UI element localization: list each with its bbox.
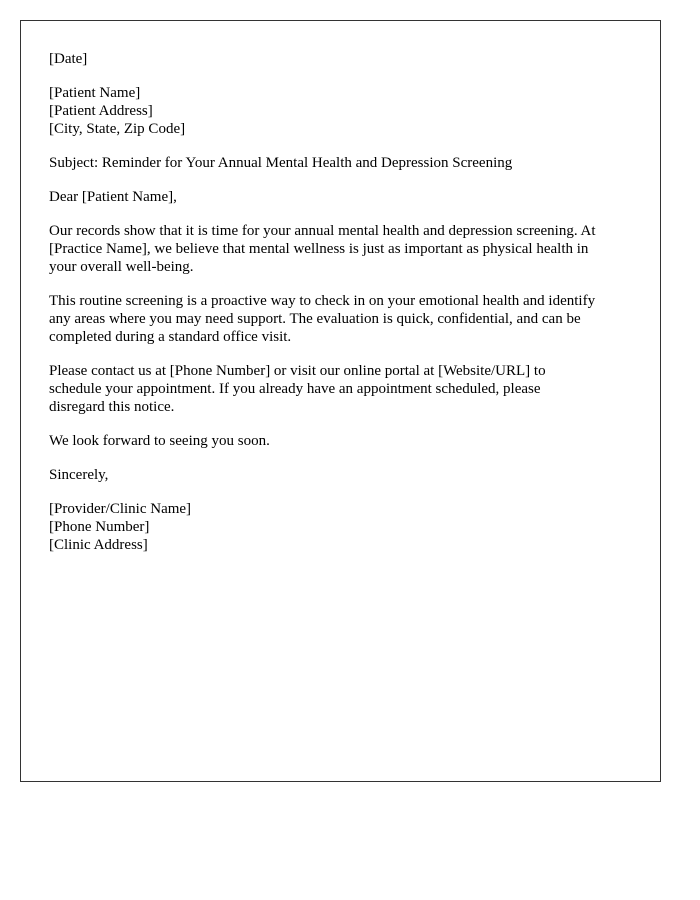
text-line: This routine screening is a proactive way to check in on your emotional health and identify (49, 293, 596, 309)
text-line: Our records show that it is time for your annual mental health and depression screening. At (49, 223, 596, 239)
body-paragraph-3 (49, 362, 632, 416)
text-line: completed during a standard office visit. (49, 329, 292, 345)
text-line: your overall well-being. (49, 259, 194, 275)
signature-block (49, 500, 632, 554)
text-line: disregard this notice. (49, 399, 175, 415)
closing: Sincerely, (49, 467, 109, 483)
text-line: schedule your appointment. If you already have an appointment scheduled, please (49, 381, 541, 397)
patient-address: [Patient Address] (49, 103, 153, 119)
body-paragraph-1 (49, 222, 632, 276)
phone-number: [Phone Number] (49, 519, 150, 535)
letter-page (20, 20, 661, 782)
provider-name: [Provider/Clinic Name] (49, 501, 192, 517)
subject-line: Subject: Reminder for Your Annual Mental Health and Depression Screening (49, 155, 513, 171)
body-paragraph-2 (49, 292, 632, 346)
text-line: [Practice Name], we believe that mental wellness is just as important as physical health in (49, 241, 589, 257)
text-line: Please contact us at [Phone Number] or visit our online portal at [Website/URL] to (49, 363, 546, 379)
clinic-address: [Clinic Address] (49, 537, 148, 553)
text-line: any areas where you may need support. The evaluation is quick, confidential, and can be (49, 311, 581, 327)
patient-name: [Patient Name] (49, 85, 141, 101)
text-line: We look forward to seeing you soon. (49, 433, 270, 449)
salutation: Dear [Patient Name], (49, 189, 177, 205)
date: [Date] (49, 51, 88, 67)
body-paragraph-4 (49, 432, 632, 450)
city-state-zip: [City, State, Zip Code] (49, 121, 186, 137)
recipient-block (49, 84, 632, 138)
